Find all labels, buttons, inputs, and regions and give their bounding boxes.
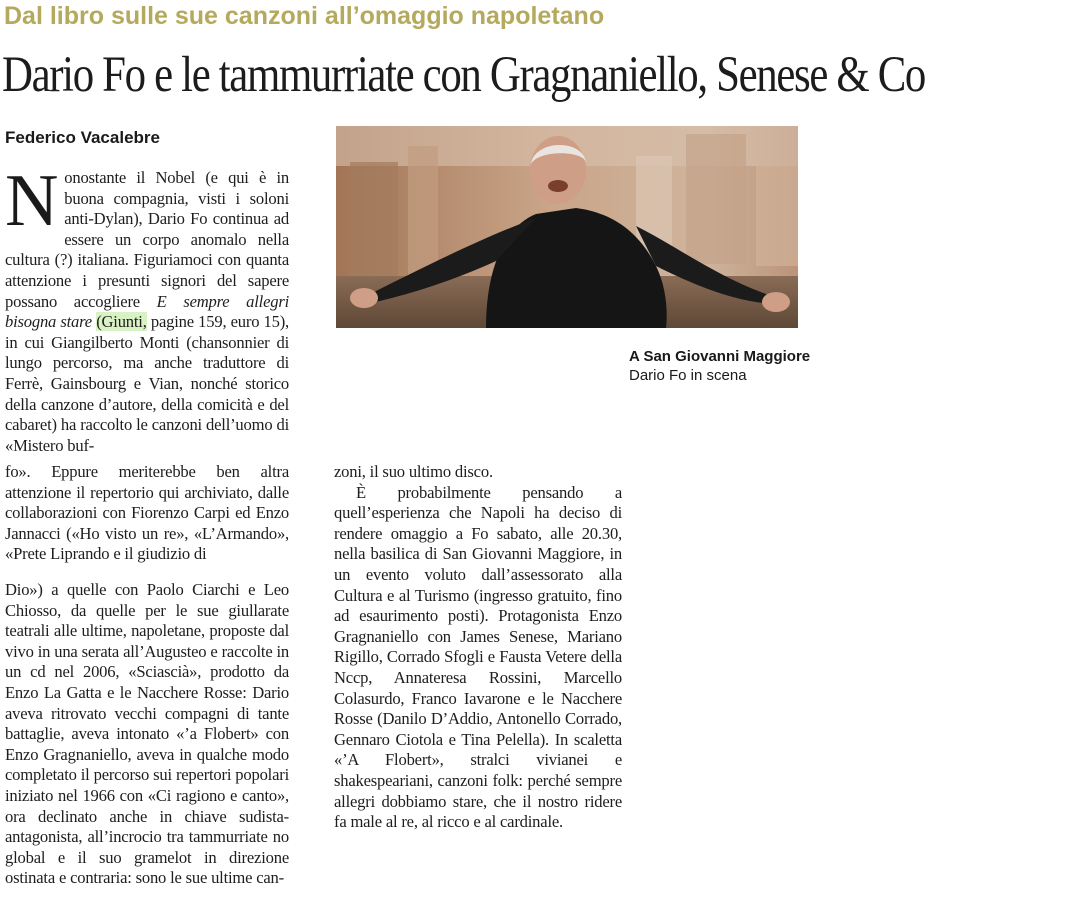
book-title: E sempre allegri bisogna stare bbox=[5, 291, 289, 332]
publisher-highlight: (Giunti, bbox=[96, 312, 147, 332]
article-column-1-top bbox=[5, 160, 289, 456]
article-text: onostante il Nobel (e qui è in buona compagnia, visti i soloni anti-Dylan), Dario Fo continua ad essere un corpo anomalo nella cultura (?) italiana. Figuriamoci con quanta attenzione i presunti signori del sapere possano accogliere bbox=[5, 168, 289, 311]
article-column-1-middle bbox=[5, 462, 289, 565]
article-text: fo». Eppure meriterebbe ben altra attenzione il repertorio qui archiviato, dalle collaborazioni con Fiorenzo Carpi ed Enzo Jannacci («Ho visto un re», «L’Armando», «Prete Liprando e il giudizio di bbox=[5, 462, 289, 564]
headline: Dario Fo e le tammurriate con Gragnaniello, Senese & Co bbox=[2, 47, 926, 103]
article-text: Dio») a quelle con Paolo Ciarchi e Leo Chiosso, da quelle per le sue giullarate teatrali alle ultime, napoletane, proposte dal vivo in una serata all’Augusteo e raccolte in un cd nel 2006, «Sciascià», prodotto da Enzo La Gatta e le Nacchere Rosse: Dario aveva ritrovato vecchi compagni di tante battaglie, aveva intonato «’a Flobert» con Enzo Gragnaniello, aveva in qualche modo completato il percorso sui repertori popolari iniziato nel 1966 con «Ci ragiono e canto», ora declinato anche in chiave sudista-antagonista, all’incrocio tra tammurriate no global e il suo gramelot in direzione ostinata e contraria: sono le sue ultime can- bbox=[5, 580, 289, 888]
byline: Federico Vacalebre bbox=[5, 128, 160, 147]
caption-text: Dario Fo in scena bbox=[629, 367, 747, 384]
caption-title: A San Giovanni Maggiore bbox=[629, 348, 811, 365]
article-column-2 bbox=[334, 462, 622, 833]
article-column-1-bottom bbox=[5, 580, 289, 889]
photo-caption bbox=[629, 347, 829, 385]
article-paragraph-2: È probabilmente pensando a quell’esperienza che Napoli ha deciso di rendere omaggio a Fo sabato, alle 20.30, nella basilica di San Giovanni Maggiore, in un evento voluto dall’assessorato alla Cultura e al Turismo (ingresso gratuito, fino ad esaurimento posti). Protagonista Enzo Gragnaniello con James Senese, Mariano Rigillo, Corrado Sfogli e Fausta Vetere della Nccp, Annateresa Rossini, Marcello Colasurdo, Franco Iavarone e le Nacchere Rosse (Danilo D’Addio, Antonello Corrado, Gennaro Ciotola e Tina Pelella). In scaletta «’A Flobert», stralci vivianei e shakespeariani, canzoni folk: perché sempre allegri dobbiamo stare, che il nostro ridere fa male al re, al ricco e al cardinale. bbox=[334, 482, 622, 832]
article-photo bbox=[336, 126, 798, 328]
kicker: Dal libro sulle sue canzoni all’omaggio napoletano bbox=[4, 2, 605, 30]
article-text: pagine 159, euro 15), in cui Giangilberto Monti (chansonnier di lungo percorso, ma anche traduttore di Ferrè, Gainsbourg e Vian, nonché storico della canzone d’autore, della comicità e del cabaret) ha raccolto le canzoni dell’uomo di «Mistero buf- bbox=[5, 312, 289, 455]
article-text: zoni, il suo ultimo disco. bbox=[334, 462, 493, 481]
drop-cap: N bbox=[5, 160, 59, 242]
